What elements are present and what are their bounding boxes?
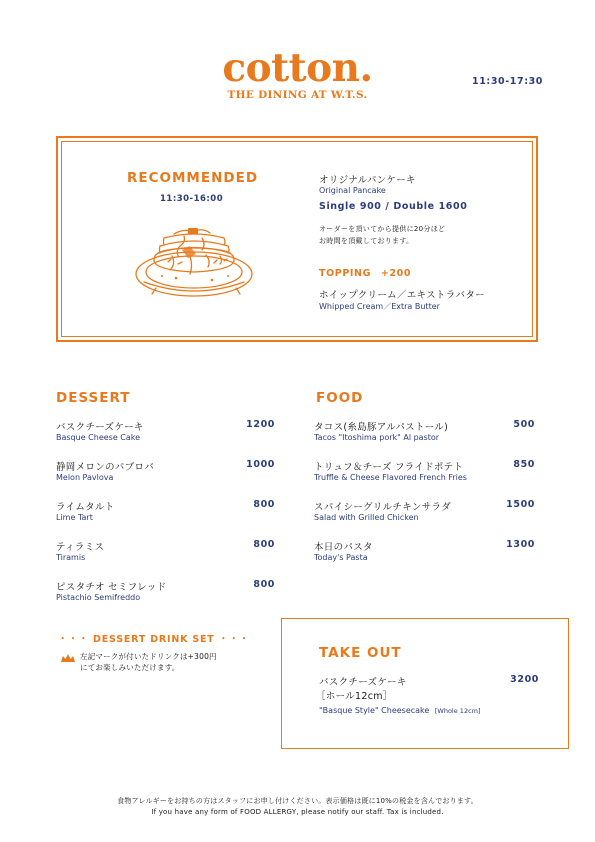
dessert-drink-set-title: ・・・ DESSERT DRINK SET ・・・	[58, 634, 250, 645]
takeout-item-en-note: [Whole 12cm]	[434, 707, 481, 715]
topping-label-row	[319, 268, 411, 279]
dessert-item-price: 1000	[246, 459, 275, 470]
dessert-item-jp: ティラミス	[56, 542, 105, 553]
topping-item-jp: ホイップクリーム／エキストラバター	[319, 290, 485, 301]
recommended-box	[56, 136, 538, 342]
takeout-item-en-row	[319, 706, 481, 715]
dessert-drink-set-note-line2: にてお楽しみいただけます。	[80, 663, 180, 672]
topping-price: +200	[380, 268, 412, 279]
topping-label: TOPPING	[319, 268, 371, 279]
dessert-item-price: 800	[253, 539, 275, 550]
recommended-title: RECOMMENDED	[127, 170, 259, 186]
brand-subtitle: THE DINING AT W.T.S.	[227, 89, 368, 101]
dessert-item-en: Pistachio Semifreddo	[56, 593, 141, 602]
topping-item-en: Whipped Cream／Extra Butter	[319, 302, 440, 311]
recommended-note-line2: お時間を頂戴しております。	[319, 237, 414, 245]
recommended-price: Single 900 / Double 1600	[319, 201, 468, 212]
dessert-item-jp: ピスタチオ セミフレッド	[56, 582, 167, 593]
food-title: FOOD	[316, 390, 364, 406]
recommended-hours: 11:30-16:00	[160, 194, 224, 204]
food-item-en: Salad with Grilled Chicken	[314, 513, 419, 522]
takeout-item-sub: ［ホール12cm］	[316, 691, 393, 702]
recommended-note	[319, 223, 445, 247]
dessert-item-jp: 静岡メロンのパブロバ	[56, 462, 155, 473]
dessert-title: DESSERT	[56, 390, 131, 406]
food-item-jp: スパイシーグリルチキンサラダ	[314, 502, 452, 513]
food-item-jp: トリュフ＆チーズ フライドポテト	[314, 462, 464, 473]
takeout-item-en: "Basque Style" Cheesecake	[319, 706, 430, 715]
takeout-price: 3200	[510, 674, 539, 685]
takeout-title: TAKE OUT	[319, 645, 402, 661]
recommended-item-en: Original Pancake	[319, 186, 386, 195]
takeout-item-jp: バスクチーズケーキ	[319, 677, 407, 688]
food-item-en: Tacos "Itoshima pork" Al pastor	[314, 433, 440, 442]
dessert-item-en: Lime Tart	[56, 513, 93, 522]
opening-hours: 11:30-17:30	[472, 76, 544, 87]
dessert-item-en: Melon Pavlova	[56, 473, 114, 482]
food-item-price: 500	[513, 419, 535, 430]
footer-note-en: If you have any form of FOOD ALLERGY, please notify our staff. Tax is included.	[151, 808, 444, 816]
brand-logo: cotton.	[222, 45, 373, 91]
dessert-item-jp: ライムタルト	[56, 502, 115, 513]
footer-note-jp: 食物アレルギーをお持ちの方はスタッフにお申し付けください。表示価格は既に10%の税金を含んでおります。	[117, 797, 478, 805]
crown-mark-icon	[60, 653, 76, 663]
dessert-drink-set-note-line1: 左記マークが付いたドリンクは+300円	[80, 652, 217, 661]
food-item-jp: 本日のパスタ	[314, 542, 373, 553]
pancake-illustration	[132, 226, 260, 306]
dessert-drink-set-note	[80, 651, 217, 673]
dessert-item-price: 1200	[246, 419, 275, 430]
food-item-en: Today's Pasta	[314, 553, 368, 562]
dessert-item-en: Basque Cheese Cake	[56, 433, 141, 442]
food-item-price: 850	[513, 459, 535, 470]
dessert-item-price: 800	[253, 499, 275, 510]
dessert-item-en: Tiramis	[56, 553, 86, 562]
food-item-price: 1500	[506, 499, 535, 510]
food-item-price: 1300	[506, 539, 535, 550]
recommended-item-jp: オリジナルパンケーキ	[319, 175, 416, 186]
food-item-jp: タコス(糸島豚アルパストール)	[314, 422, 449, 433]
dessert-item-price: 800	[253, 579, 275, 590]
recommended-note-line1: オーダーを頂いてから提供に20分ほど	[319, 225, 446, 233]
dessert-item-jp: バスクチーズケーキ	[56, 422, 144, 433]
food-item-en: Truffle & Cheese Flavored French Fries	[314, 473, 467, 482]
